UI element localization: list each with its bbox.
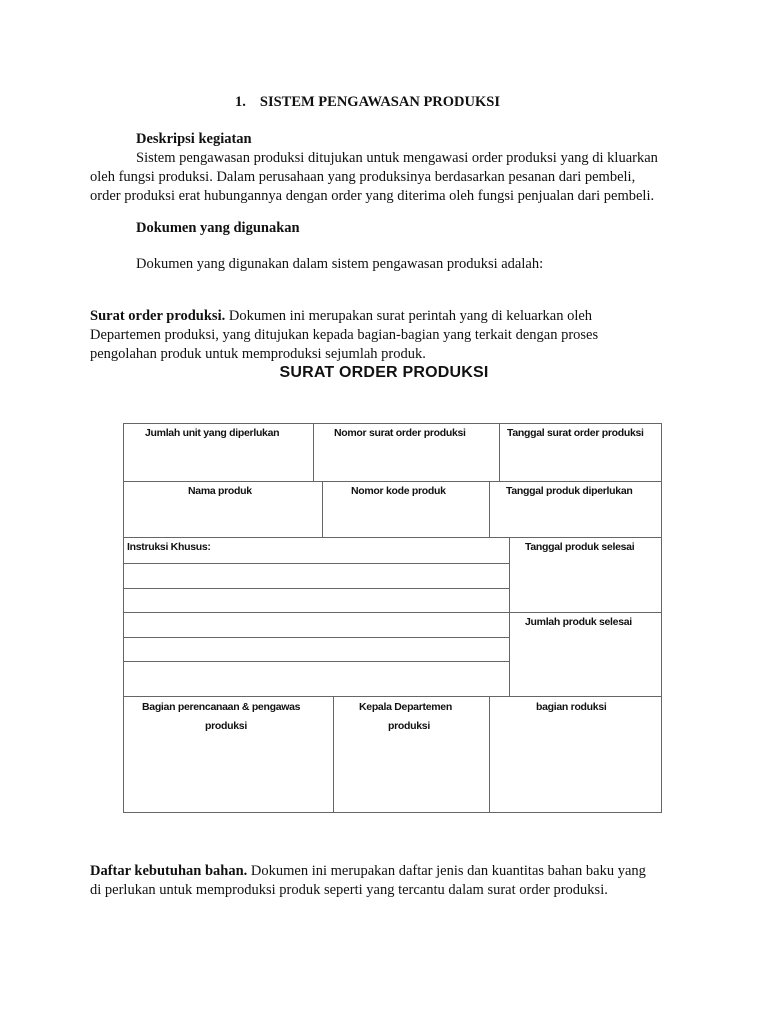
form-title: SURAT ORDER PRODUKSI bbox=[279, 364, 489, 381]
deskripsi-line-2: oleh fungsi produksi. Dalam perusahaan yang produksinya berdasarkan pesanan dari pembeli, bbox=[90, 169, 636, 185]
label-nama-produk: Nama produk bbox=[188, 485, 252, 497]
label-tanggal-selesai: Tanggal produk selesai bbox=[525, 541, 635, 553]
instruksi-line-4 bbox=[123, 637, 510, 638]
row2-divider-b bbox=[489, 481, 490, 538]
label-kepala-1: Kepala Departemen bbox=[359, 701, 452, 713]
sign-divider-b bbox=[489, 696, 490, 813]
dokumen-intro: Dokumen yang digunakan dalam sistem pengawasan produksi adalah: bbox=[136, 256, 544, 272]
label-bagian-perencanaan-1: Bagian perencanaan & pengawas bbox=[142, 701, 301, 713]
label-nomor-surat: Nomor surat order produksi bbox=[334, 427, 466, 439]
label-bagian-roduksi: bagian roduksi bbox=[536, 701, 607, 713]
deskripsi-title: Deskripsi kegiatan bbox=[136, 131, 252, 147]
label-instruksi: Instruksi Khusus: bbox=[127, 541, 211, 553]
section-heading bbox=[235, 92, 500, 113]
instruksi-line-2 bbox=[123, 588, 510, 589]
deskripsi-line-3: order produksi erat hubungannya dengan order yang diterima oleh fungsi penjualan dari pembeli. bbox=[90, 188, 655, 204]
label-bagian-perencanaan-2: produksi bbox=[205, 720, 247, 732]
surat-order-line-1 bbox=[90, 306, 592, 327]
instruksi-bottom bbox=[123, 696, 662, 697]
form-border-bottom bbox=[123, 812, 662, 813]
instruksi-line-5 bbox=[123, 661, 510, 662]
heading-number: 1. bbox=[235, 94, 246, 110]
row1-bottom bbox=[123, 481, 662, 482]
deskripsi-line-1: Sistem pengawasan produksi ditujukan untuk mengawasi order produksi yang di kluarkan bbox=[136, 150, 658, 166]
surat-order-term: Surat order produksi. bbox=[90, 308, 226, 324]
heading-title: SISTEM PENGAWASAN PRODUKSI bbox=[259, 94, 500, 110]
label-tanggal-diperlukan: Tanggal produk diperlukan bbox=[506, 485, 633, 497]
instruksi-line-1 bbox=[123, 563, 510, 564]
label-jumlah-selesai: Jumlah produk selesai bbox=[525, 616, 632, 628]
surat-order-line-1-rest: Dokumen ini merupakan surat perintah yang di keluarkan oleh bbox=[225, 308, 593, 324]
tanggal-selesai-bottom bbox=[509, 612, 662, 613]
row1-divider-b bbox=[499, 423, 500, 482]
row2-bottom bbox=[123, 537, 662, 538]
label-nomor-kode: Nomor kode produk bbox=[351, 485, 446, 497]
surat-order-form bbox=[123, 423, 662, 813]
instruksi-divider bbox=[509, 537, 510, 697]
row2-divider-a bbox=[322, 481, 323, 538]
daftar-line-2: di perlukan untuk memproduksi produk seperti yang tercantu dalam surat order produksi. bbox=[90, 882, 608, 898]
daftar-term: Daftar kebutuhan bahan. bbox=[90, 863, 248, 879]
sign-divider-a bbox=[333, 696, 334, 813]
form-border-top bbox=[123, 423, 662, 424]
row1-divider-a bbox=[313, 423, 314, 482]
surat-order-line-2: Departemen produksi, yang ditujukan kepada bagian-bagian yang terkait dengan proses bbox=[90, 327, 599, 343]
label-tanggal-surat: Tanggal surat order produksi bbox=[507, 427, 644, 439]
dokumen-title: Dokumen yang digunakan bbox=[136, 220, 300, 236]
label-kepala-2: produksi bbox=[388, 720, 430, 732]
daftar-line-1-rest: Dokumen ini merupakan daftar jenis dan kuantitas bahan baku yang bbox=[247, 863, 646, 879]
label-jumlah-unit: Jumlah unit yang diperlukan bbox=[145, 427, 280, 439]
surat-order-line-3: pengolahan produk untuk memproduksi sejumlah produk. bbox=[90, 346, 426, 362]
daftar-line-1 bbox=[90, 861, 646, 882]
instruksi-line-3 bbox=[123, 612, 510, 613]
